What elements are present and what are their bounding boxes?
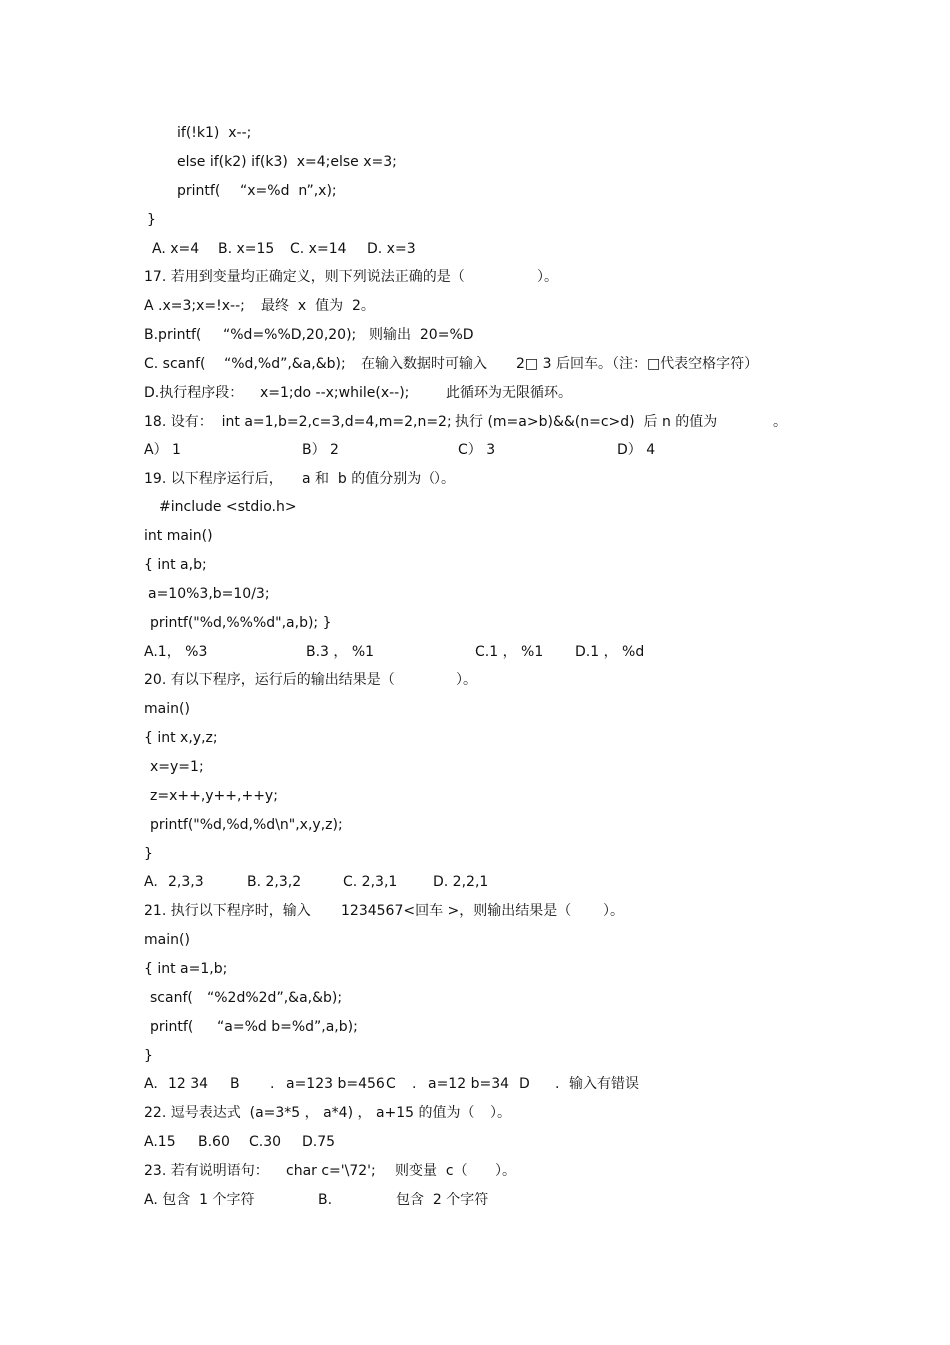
text-segment: int main(): [144, 528, 213, 544]
text-line: [0, 787, 950, 805]
text-segment: main(): [144, 701, 190, 717]
text-segment: a=12 b=34: [428, 1076, 510, 1092]
text-segment: 输入有错误: [569, 1076, 639, 1092]
text-segment: 22. 逗号表达式 (a=3*5 ， a*4) ， a+15 的值为（: [144, 1105, 475, 1121]
text-segment: .: [555, 1076, 560, 1092]
text-segment: printf(: [177, 183, 221, 199]
text-segment: B.: [318, 1192, 333, 1208]
text-segment: C. x=14: [290, 241, 347, 257]
text-line: [0, 1162, 950, 1180]
text-segment: scanf(: [150, 990, 193, 1006]
text-segment: 12 34: [168, 1076, 209, 1092]
text-segment: a=10%3,b=10/3;: [148, 586, 270, 602]
text-line: [0, 758, 950, 776]
text-line: [0, 585, 950, 603]
text-line: [0, 470, 950, 488]
text-segment: C.1 ， %1: [475, 644, 544, 660]
text-segment: { int x,y,z;: [144, 730, 218, 746]
text-segment: 最终 x 值为 2。: [261, 298, 375, 314]
text-line: [0, 240, 950, 258]
text-line: [0, 153, 950, 171]
text-segment: 执行 (m=a>b)&&(n=c>d) 后 n 的值为: [455, 414, 718, 430]
text-segment: 18. 设有： int a=1,b=2,c=3,d=4,m=2,n=2;: [144, 414, 452, 430]
text-segment: D.1 ， %d: [575, 644, 645, 660]
text-segment: a 和 b 的值分别为（: [302, 471, 436, 487]
text-line: [0, 845, 950, 863]
text-line: [0, 384, 950, 402]
text-line: [0, 413, 950, 431]
text-segment: .: [270, 1076, 275, 1092]
text-segment: ）。: [490, 1105, 511, 1121]
text-segment: A. 包含 1 个字符: [144, 1192, 255, 1208]
text-line: [0, 671, 950, 689]
text-line: [0, 1075, 950, 1093]
text-line: [0, 498, 950, 516]
text-line: [0, 268, 950, 286]
text-line: [0, 556, 950, 574]
text-segment: C.30: [249, 1134, 282, 1150]
text-segment: C: [386, 1076, 396, 1092]
text-segment: else if(k2) if(k3) x=4;else x=3;: [177, 154, 397, 170]
text-segment: C. 2,3,1: [343, 874, 398, 890]
text-segment: printf("%d,%d,%d\n",x,y,z);: [150, 817, 343, 833]
text-segment: A.: [144, 874, 158, 890]
text-segment: A.15: [144, 1134, 176, 1150]
text-line: [0, 643, 950, 661]
text-line: [0, 527, 950, 545]
text-segment: #include <stdio.h>: [159, 499, 297, 515]
text-segment: 21. 执行以下程序时，输入: [144, 903, 311, 919]
text-line: [0, 326, 950, 344]
text-segment: “%2d%2d”,&a,&b);: [207, 990, 343, 1006]
text-segment: “a=%d b=%d”,a,b);: [217, 1019, 358, 1035]
text-segment: D.执行程序段：: [144, 385, 244, 401]
text-segment: C. scanf(: [144, 356, 206, 372]
text-segment: }: [144, 846, 153, 862]
text-line: [0, 355, 950, 373]
text-segment: x=1;do --x;while(x--);: [260, 385, 410, 401]
text-line: [0, 700, 950, 718]
text-segment: 2,3,3: [168, 874, 204, 890]
text-line: [0, 902, 950, 920]
text-line: [0, 1104, 950, 1122]
text-segment: { int a=1,b;: [144, 961, 228, 977]
text-segment: B.3 ， %1: [306, 644, 375, 660]
text-segment: ）。: [537, 269, 558, 285]
text-segment: }: [144, 1048, 153, 1064]
text-segment: D: [519, 1076, 530, 1092]
text-line: [0, 211, 950, 229]
text-segment: A.1， %3: [144, 644, 208, 660]
text-segment: ）。: [434, 471, 455, 487]
text-segment: }: [147, 212, 156, 228]
text-segment: “%d,%d”,&a,&b);: [224, 356, 346, 372]
text-line: [0, 960, 950, 978]
text-segment: 此循环为无限循环。: [446, 385, 572, 401]
text-line: [0, 989, 950, 1007]
text-line: [0, 124, 950, 142]
text-line: [0, 441, 950, 459]
text-segment: x=y=1;: [150, 759, 204, 775]
text-segment: “x=%d n”,x);: [240, 183, 337, 199]
text-segment: 包含 2 个字符: [396, 1192, 489, 1208]
text-segment: { int a,b;: [144, 557, 207, 573]
text-segment: printf(: [150, 1019, 194, 1035]
text-segment: 则变量 c（: [395, 1163, 468, 1179]
text-segment: D） 4: [617, 442, 656, 458]
text-line: [0, 297, 950, 315]
text-segment: 在输入数据时可输入: [361, 356, 487, 372]
text-segment: 17. 若用到变量均正确定义，则下列说法正确的是（: [144, 269, 465, 285]
text-segment: a=123 b=456: [286, 1076, 385, 1092]
text-segment: A .x=3;x=!x--;: [144, 298, 245, 314]
text-segment: 1234567<回车 >，则输出结果是（: [341, 903, 572, 919]
text-segment: 2□ 3 后回车。（注：□代表空格字符）: [516, 356, 759, 372]
text-segment: 。: [773, 414, 787, 430]
text-segment: ）。: [495, 1163, 516, 1179]
text-segment: D. 2,2,1: [433, 874, 489, 890]
text-segment: main(): [144, 932, 190, 948]
text-line: [0, 1191, 950, 1209]
text-line: [0, 1047, 950, 1065]
text-segment: 19. 以下程序运行后，: [144, 471, 283, 487]
text-segment: .: [412, 1076, 417, 1092]
text-line: [0, 1018, 950, 1036]
text-segment: D. x=3: [367, 241, 416, 257]
text-segment: A.: [144, 1076, 158, 1092]
text-segment: printf("%d,%%%d",a,b); }: [150, 615, 332, 631]
text-segment: B.printf(: [144, 327, 202, 343]
text-line: [0, 729, 950, 747]
text-segment: B. x=15: [218, 241, 275, 257]
text-segment: C） 3: [458, 442, 496, 458]
text-segment: 23. 若有说明语句：: [144, 1163, 269, 1179]
text-segment: A） 1: [144, 442, 181, 458]
text-segment: B. 2,3,2: [247, 874, 302, 890]
text-segment: B: [230, 1076, 240, 1092]
text-segment: if(!k1) x--;: [177, 125, 252, 141]
text-segment: 则输出 20=%D: [369, 327, 474, 343]
text-line: [0, 614, 950, 632]
text-segment: ）。: [456, 672, 477, 688]
text-line: [0, 816, 950, 834]
text-segment: A. x=4: [152, 241, 200, 257]
text-segment: B.60: [198, 1134, 230, 1150]
text-segment: 20. 有以下程序，运行后的输出结果是（: [144, 672, 395, 688]
text-segment: “%d=%%D,20,20);: [223, 327, 357, 343]
text-line: [0, 182, 950, 200]
text-segment: char c='\72';: [286, 1163, 376, 1179]
text-segment: z=x++,y++,++y;: [150, 788, 278, 804]
text-segment: ）。: [603, 903, 624, 919]
text-segment: B） 2: [302, 442, 339, 458]
text-line: [0, 873, 950, 891]
text-line: [0, 1133, 950, 1151]
text-line: [0, 931, 950, 949]
text-segment: D.75: [302, 1134, 336, 1150]
